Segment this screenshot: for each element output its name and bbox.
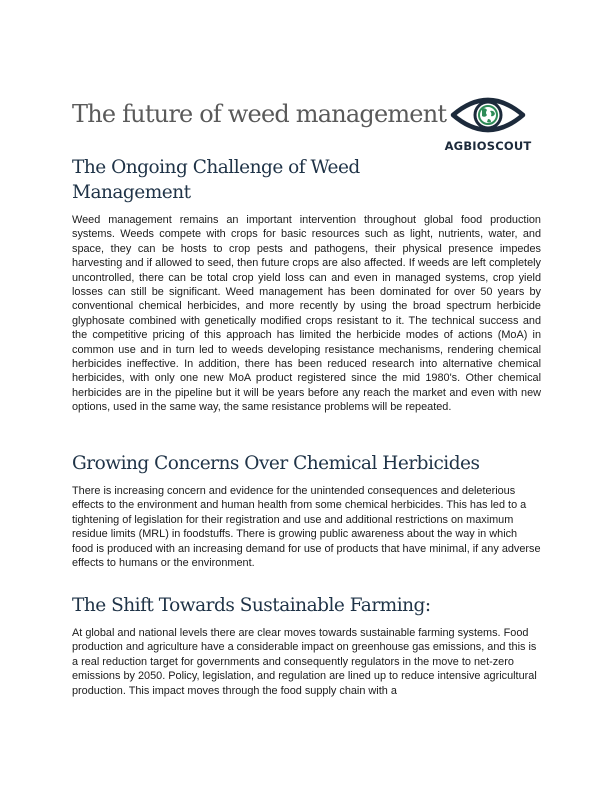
section-heading: The Shift Towards Sustainable Farming: [72,595,431,616]
section-body: At global and national levels there are clear moves towards sustainable farming systems. Food production and agriculture have a considerable impact on greenhouse gas emissions, and this is a real reduction target for governments and consequently regulators in the move to net-zero emissions by 2050. Policy, legislation, and regulation are lined up to reduce intensive agricultural production. This impact moves through the food supply chain with a [72,627,537,697]
agbioscout-logo [441,94,535,154]
document-title: The future of weed management [72,100,447,128]
section-weed-management-challenge [72,155,541,415]
section-body: Weed management remains an important intervention throughout global food production systems. Weeds compete with crops for basic resources such as light, nutrients, water, and space, they can be hosts to crop pests and pathogens, their physical presence impedes harvesting and if allowed to seed, then future crops are also affected. If weeds are left completely uncontrolled, there can be total crop yield loss can and even in managed systems, crop yield losses can still be significant. Weed management has been dominated for over 50 years by conventional chemical herbicides, and more recently by using the broad spectrum herbicide glyphosate combined with genetically modified crops resistant to it. The technical success and the competitive pricing of this approach has limited the herbicide modes of actions (MoA) in common use and in turn led to weeds developing resistance mechanisms, rendering chemical herbicides ineffective. In addition, there has been reduced research into alternative chemical herbicides, with only one new MoA product registered since the mid 1980's. Other chemical herbicides are in the pipeline but it will be years before any reach the market and even with new options, used in the same way, the same resistance problems will be repeated. [72,214,541,414]
section-heading: The Ongoing Challenge of Weed Management [72,157,360,203]
logo-wordmark: AGBIOSCOUT [444,139,532,153]
section-herbicide-concerns [72,451,541,570]
section-heading: Growing Concerns Over Chemical Herbicides [72,453,480,474]
section-sustainable-farming [72,593,541,698]
section-body: There is increasing concern and evidence for the unintended consequences and deleterious effects to the environment and human health from some chemical herbicides. This has led to a tightening of legislation for their registration and use and additional restrictions on maximum residue limits (MRL) in foodstuffs. There is growing public awareness about the way in which food is produced with an increasing demand for use of products that have minimal, if any adverse effects to humans or the environment. [72,485,541,570]
eye-globe-icon [450,94,526,136]
